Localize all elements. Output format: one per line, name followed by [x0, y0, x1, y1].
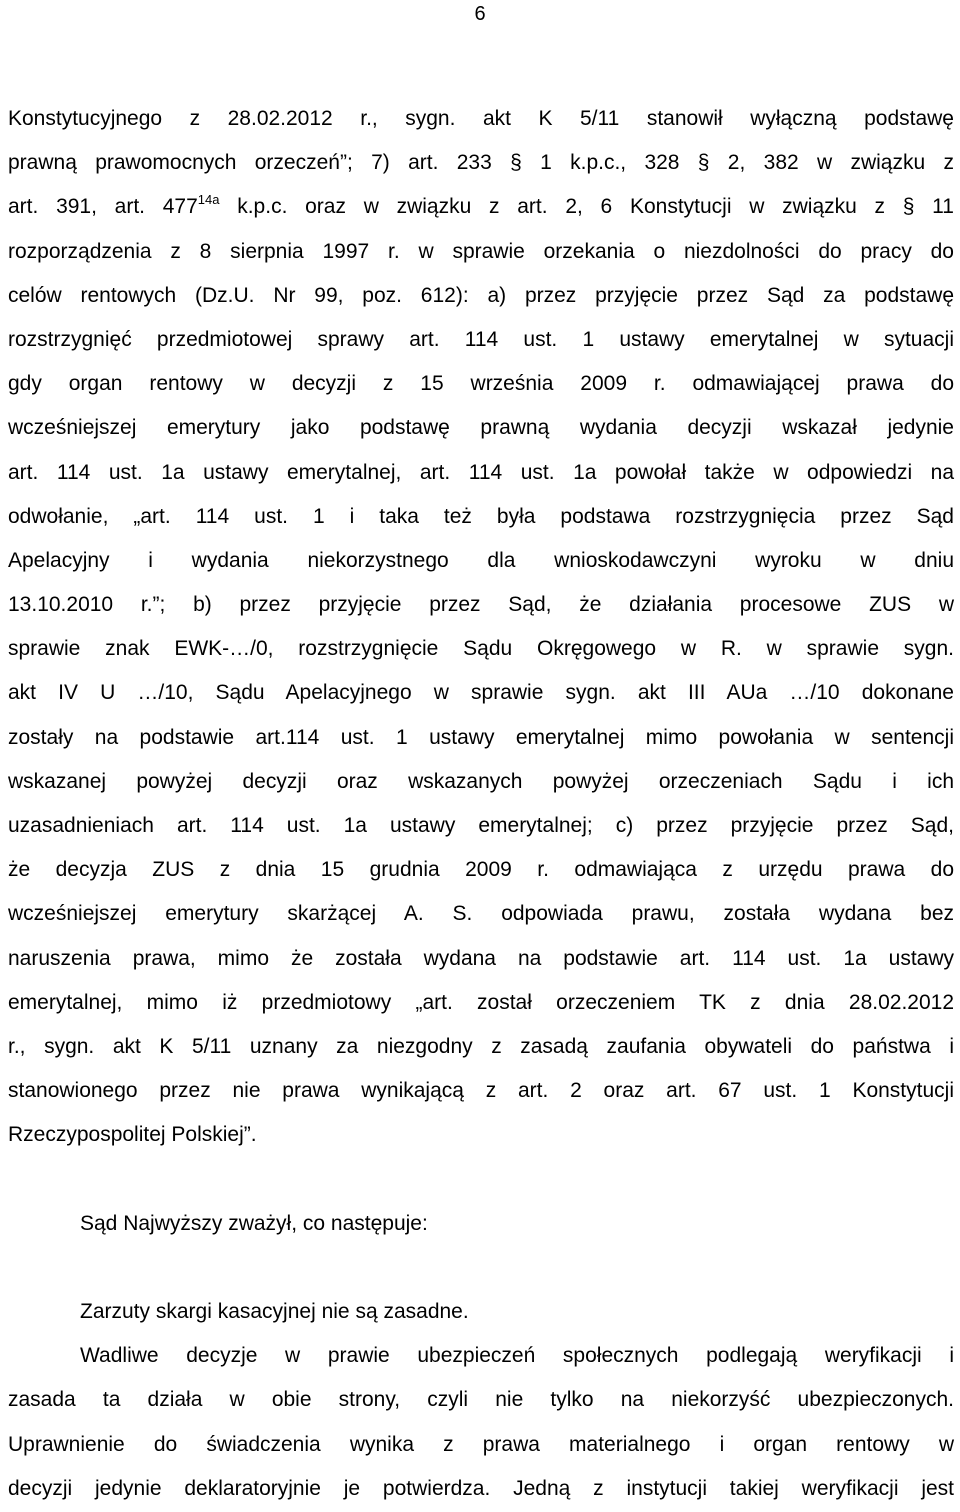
text-line: odwołanie, „art. 114 ust. 1 i taka też była podstawa rozstrzygnięcia przez Sąd: [8, 504, 954, 528]
text-line: wskazanej powyżej decyzji oraz wskazanych powyżej orzeczeniach Sądu i ich: [8, 769, 954, 793]
text-line: prawną prawomocnych orzeczeń”; 7) art. 233 § 1 k.p.c., 328 § 2, 382 w związku z: [8, 151, 954, 175]
page-number: 6: [474, 3, 486, 25]
text-line: Konstytucyjnego z 28.02.2012 r., sygn. akt K 5/11 stanowił wyłączną podstawę: [8, 107, 954, 130]
text-line: gdy organ rentowy w decyzji z 15 września 2009 r. odmawiającej prawa do: [8, 372, 954, 396]
text-line: decyzji jedynie deklaratoryjnie je potwierdza. Jedną z instytucji takiej weryfikacji jest: [8, 1476, 954, 1500]
paragraph-2: [8, 1334, 954, 1511]
spacer: [8, 1158, 954, 1202]
superscript: 14a: [197, 192, 220, 208]
text-fragment: art. 391, art. 477: [8, 195, 198, 219]
text-line: uzasadnieniach art. 114 ust. 1a ustawy emerytalnej; c) przez przyjęcie przez Sąd,: [8, 814, 954, 837]
text-line: zasada ta działa w obie strony, czyli nie tylko na niekorzyść ubezpieczonych.: [8, 1388, 954, 1412]
text-line: wcześniejszej emerytury skarżącej A. S. odpowiada prawu, została wydana bez: [8, 902, 954, 926]
text-line: sprawie znak EWK-…/0, rozstrzygnięcie Sądu Okręgowego w R. w sprawie sygn.: [8, 637, 954, 661]
text-line: rozporządzenia z 8 sierpnia 1997 r. w sprawie orzekania o niezdolności do pracy do: [8, 239, 954, 263]
spacer: [8, 1246, 954, 1290]
paragraph-1: [8, 97, 954, 1158]
text-line: zostały na podstawie art.114 ust. 1 ustawy emerytalnej mimo powołania w sentencji: [8, 725, 954, 749]
text-line: naruszenia prawa, mimo że została wydana na podstawie art. 114 ust. 1a ustawy: [8, 946, 954, 970]
text-line: Rzeczypospolitej Polskiej”.: [8, 1123, 257, 1147]
text-line: Apelacyjny i wydania niekorzystnego dla wnioskodawczyni wyroku w dniu: [8, 548, 954, 572]
text-line: Wadliwe decyzje w prawie ubezpieczeń społecznych podlegają weryfikacji i: [80, 1344, 954, 1368]
opening-sentence: Zarzuty skargi kasacyjnej nie są zasadne.: [80, 1300, 469, 1324]
text-line: celów rentowych (Dz.U. Nr 99, poz. 612): a) przez przyjęcie przez Sąd za podstawę: [8, 283, 954, 307]
text-line: r., sygn. akt K 5/11 uznany za niezgodny z zasadą zaufania obywateli do państwa i: [8, 1034, 954, 1058]
text-line: stanowionego przez nie prawa wynikającą z art. 2 oraz art. 67 ust. 1 Konstytucji: [8, 1079, 954, 1103]
text-line: Uprawnienie do świadczenia wynika z prawa materialnego i organ rentowy w: [8, 1432, 954, 1456]
text-line: 13.10.2010 r.”; b) przez przyjęcie przez Sąd, że działania procesowe ZUS w: [8, 593, 954, 617]
text-line: że decyzja ZUS z dnia 15 grudnia 2009 r. odmawiająca z urzędu prawa do: [8, 858, 954, 882]
text-fragment: k.p.c. oraz w związku z art. 2, 6 Konstytucji w związku z § 11: [237, 195, 954, 219]
section-heading: Sąd Najwyższy zważył, co następuje:: [80, 1211, 428, 1235]
text-line: art. 114 ust. 1a ustawy emerytalnej, art. 114 ust. 1a powołał także w odpowiedzi na: [8, 460, 954, 484]
text-line: [8, 185, 954, 229]
text-line: rozstrzygnięć przedmiotowej sprawy art. 114 ust. 1 ustawy emerytalnej w sytuacji: [8, 327, 954, 351]
text-line: wcześniejszej emerytury jako podstawę prawną wydania decyzji wskazał jedynie: [8, 416, 954, 440]
document-body: [8, 97, 954, 1511]
text-line: akt IV U …/10, Sądu Apelacyjnego w sprawie sygn. akt III AUa …/10 dokonane: [8, 681, 954, 705]
text-line: emerytalnej, mimo iż przedmiotowy „art. został orzeczeniem TK z dnia 28.02.2012: [8, 990, 954, 1014]
